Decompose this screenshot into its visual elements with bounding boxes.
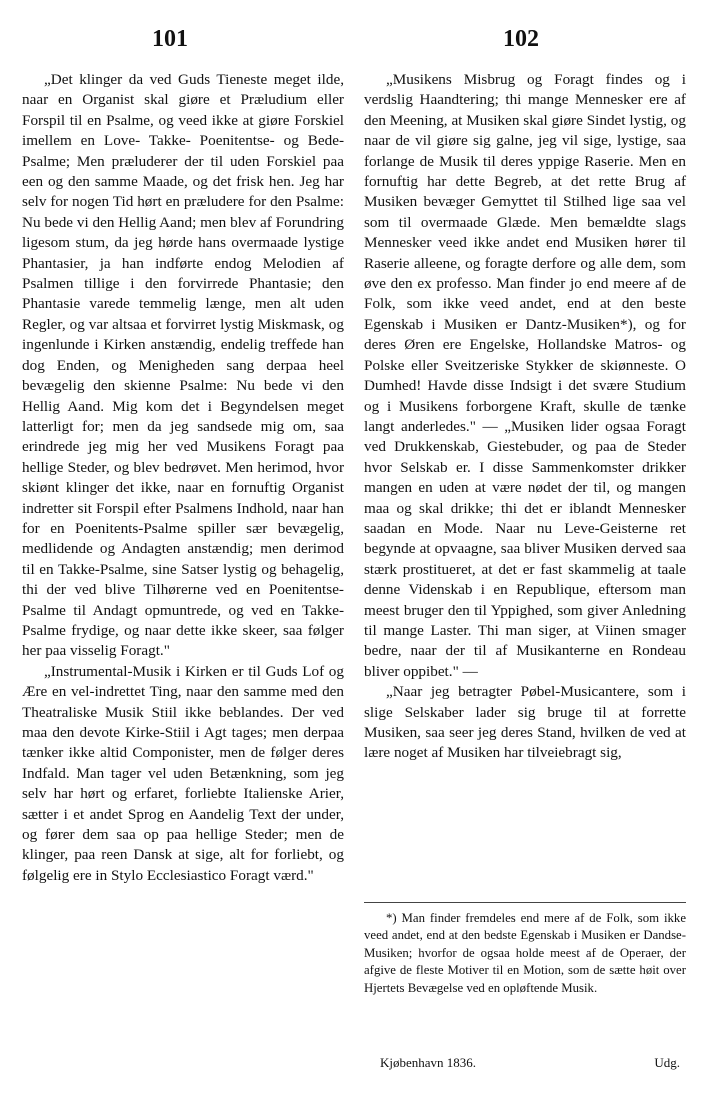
left-column [22,70,344,886]
footnote-divider [364,902,686,903]
right-paragraph-2: „Naar jeg betragter Pøbel-Musicantere, som i slige Selskaber lader sig bruge til at forrette Musiken, saa seer jeg deres Stand, hvilken de ved at lære noget af Musiken har tilveiebragt sig, [364,683,686,762]
right-paragraph-1: „Musikens Misbrug og Foragt findes og i verdslig Haandtering; thi mange Mennesker ere af den Meening, at Musiken skal giøre Sindet lystig, og naar de vil giøre sig galne, jeg vil sige, lystige, saa forlange de Musik til deres yppige Raserie. Men en fornuftig har dette Begreb, at det rette Brug af Musiken bevæger Gemyttet til Stilhed lige saa vel som til overmaade Glæde. Men bemældte slags Mennesker veed ikke andet end Musiken hører til Raserie alleene, og foragte derfore og alle dem, som øve den ex professo. Man finder jo end meere af de Folk, som ikke veed andet, end at den beste Egenskab i Musiken er Dantz-Musiken*), og for deres Øren ere Engelske, Hollandske Matros- og Polske eller Sveitzeriske Stykker de skiønneste. O Dumhed! Havde disse Indsigt i det svære Studium og i Musikens forborgene Kraft, skulle de tænke langt anderledes." — „Musiken lider ogsaa Foragt ved Drukkenskab, Giestebuder, og paa de Steder hvor Selskab er. I disse Sammenkomster drikker mangen en uden at være nødet der til, og mangen maa og skal drikke; thi det er iblandt Mennesker saadan en Mode. Naar nu Leve-Geisterne ret begynde at opvaagne, saa bliver Musiken derved saa stærk prostitueret, at det er fast skammelig at taale denne Videnskab i en Republique, eftersom man meest bruger den til Yppighed, som giver Anledning til mange Laster. Thi man siger, at Viinen smager bedre, naar der til af Musikanterne en Rondeau bliver oppibet." — [364,71,686,680]
left-paragraph-2: „Instrumental-Musik i Kirken er til Guds Lof og Ære en vel-indrettet Ting, naar den samme med den Theatraliske Musik Stiil ikke beblandes. Der ved maa den devote Kirke-Stiil i Agt tages; men derpaa tænker ikke altid Componister, men de følger deres Indfald. Man tager vel uden Betænkning, som jeg selv har hørt og erfaret, forliebte Italienske Arier, sætter i et andet Sprog en Aandelig Text der under, og fører dem saa op paa hellige Steder; men de klinger, paa reen Dansk at sige, alt for forliebt, og følgelig ere in Stylo Ecclesiastico Foragt værd." [22,662,344,884]
editor-signature: Udg. [654,1055,680,1070]
imprint-place-year: Kjøbenhavn 1836. [380,1055,477,1070]
right-column [364,70,686,764]
footnote [364,910,686,997]
page-number-right: 102 [503,26,539,52]
page-number-left: 101 [152,26,188,52]
left-paragraph-1: „Det klinger da ved Guds Tieneste meget ilde, naar en Organist skal giøre et Præludium eller Forspil til en Psalme, og veed ikke at giøre Forskiel imellem en Love- Takke- Poenitentse- og Bede-Psalme; Men præluderer der til uden Forskiel paa een og den samme Maade, og det frisk hen. Jeg har selv for nogen Tid hørt en præludere for den Psalme: Nu bede vi den Hellig Aand; men blev af Forundring ligesom stum, da jeg hørde hans overmaade lystige Phantasier, ja han indførte endog Melodien af Psalmen tillige i den forvirrede Phantasie; den Phantasie varede temmelig længe, men alt uden Regler, og var altsaa et forvirret lystig Miskmask, og ingenlunde i Kirken anstændig, endelig treffede han dog Enden, og Menigheden sang derpaa heel bevægelig den skienne Psalme: Nu bede vi den Hellig Aand. Mig kom det i Begyndelsen meget latterligt for; men da jeg sandsede mig om, saa erindrede jeg mig her ved Musikens Foragt paa hellige Steder, og blev bedrøvet. Men herimod, hvor skiønt klinger det ikke, naar en fornuftig Organist indretter sit Forspil efter Psalmens Indhold, naar han for en Poenitents-Psalme spiller sær bevægelig, medlidende og Andagten anstændig; men derimod til en Takke-Psalme, sine Satser lystig og behagelig, thi der ved blive Tilhørerne ved en Poenitentse-Psalme til Andagt opmuntrede, og ved en Takke-Psalme frydige, og naar dette ikke skeer, saa følger her paa visselig Foragt." [22,71,344,660]
imprint-line [380,1055,680,1071]
footnote-text: *) Man finder fremdeles end mere af de Folk, som ikke veed andet, end at den bedste Egenskab i Musiken er Dandse-Musiken; hvorfor de ogsaa holde meest af de Operaer, der afgive de fleste Motiver til en Motion, som de sætte høit over Hjertets Bevægelse ved en opløftende Musik. [364,911,686,995]
